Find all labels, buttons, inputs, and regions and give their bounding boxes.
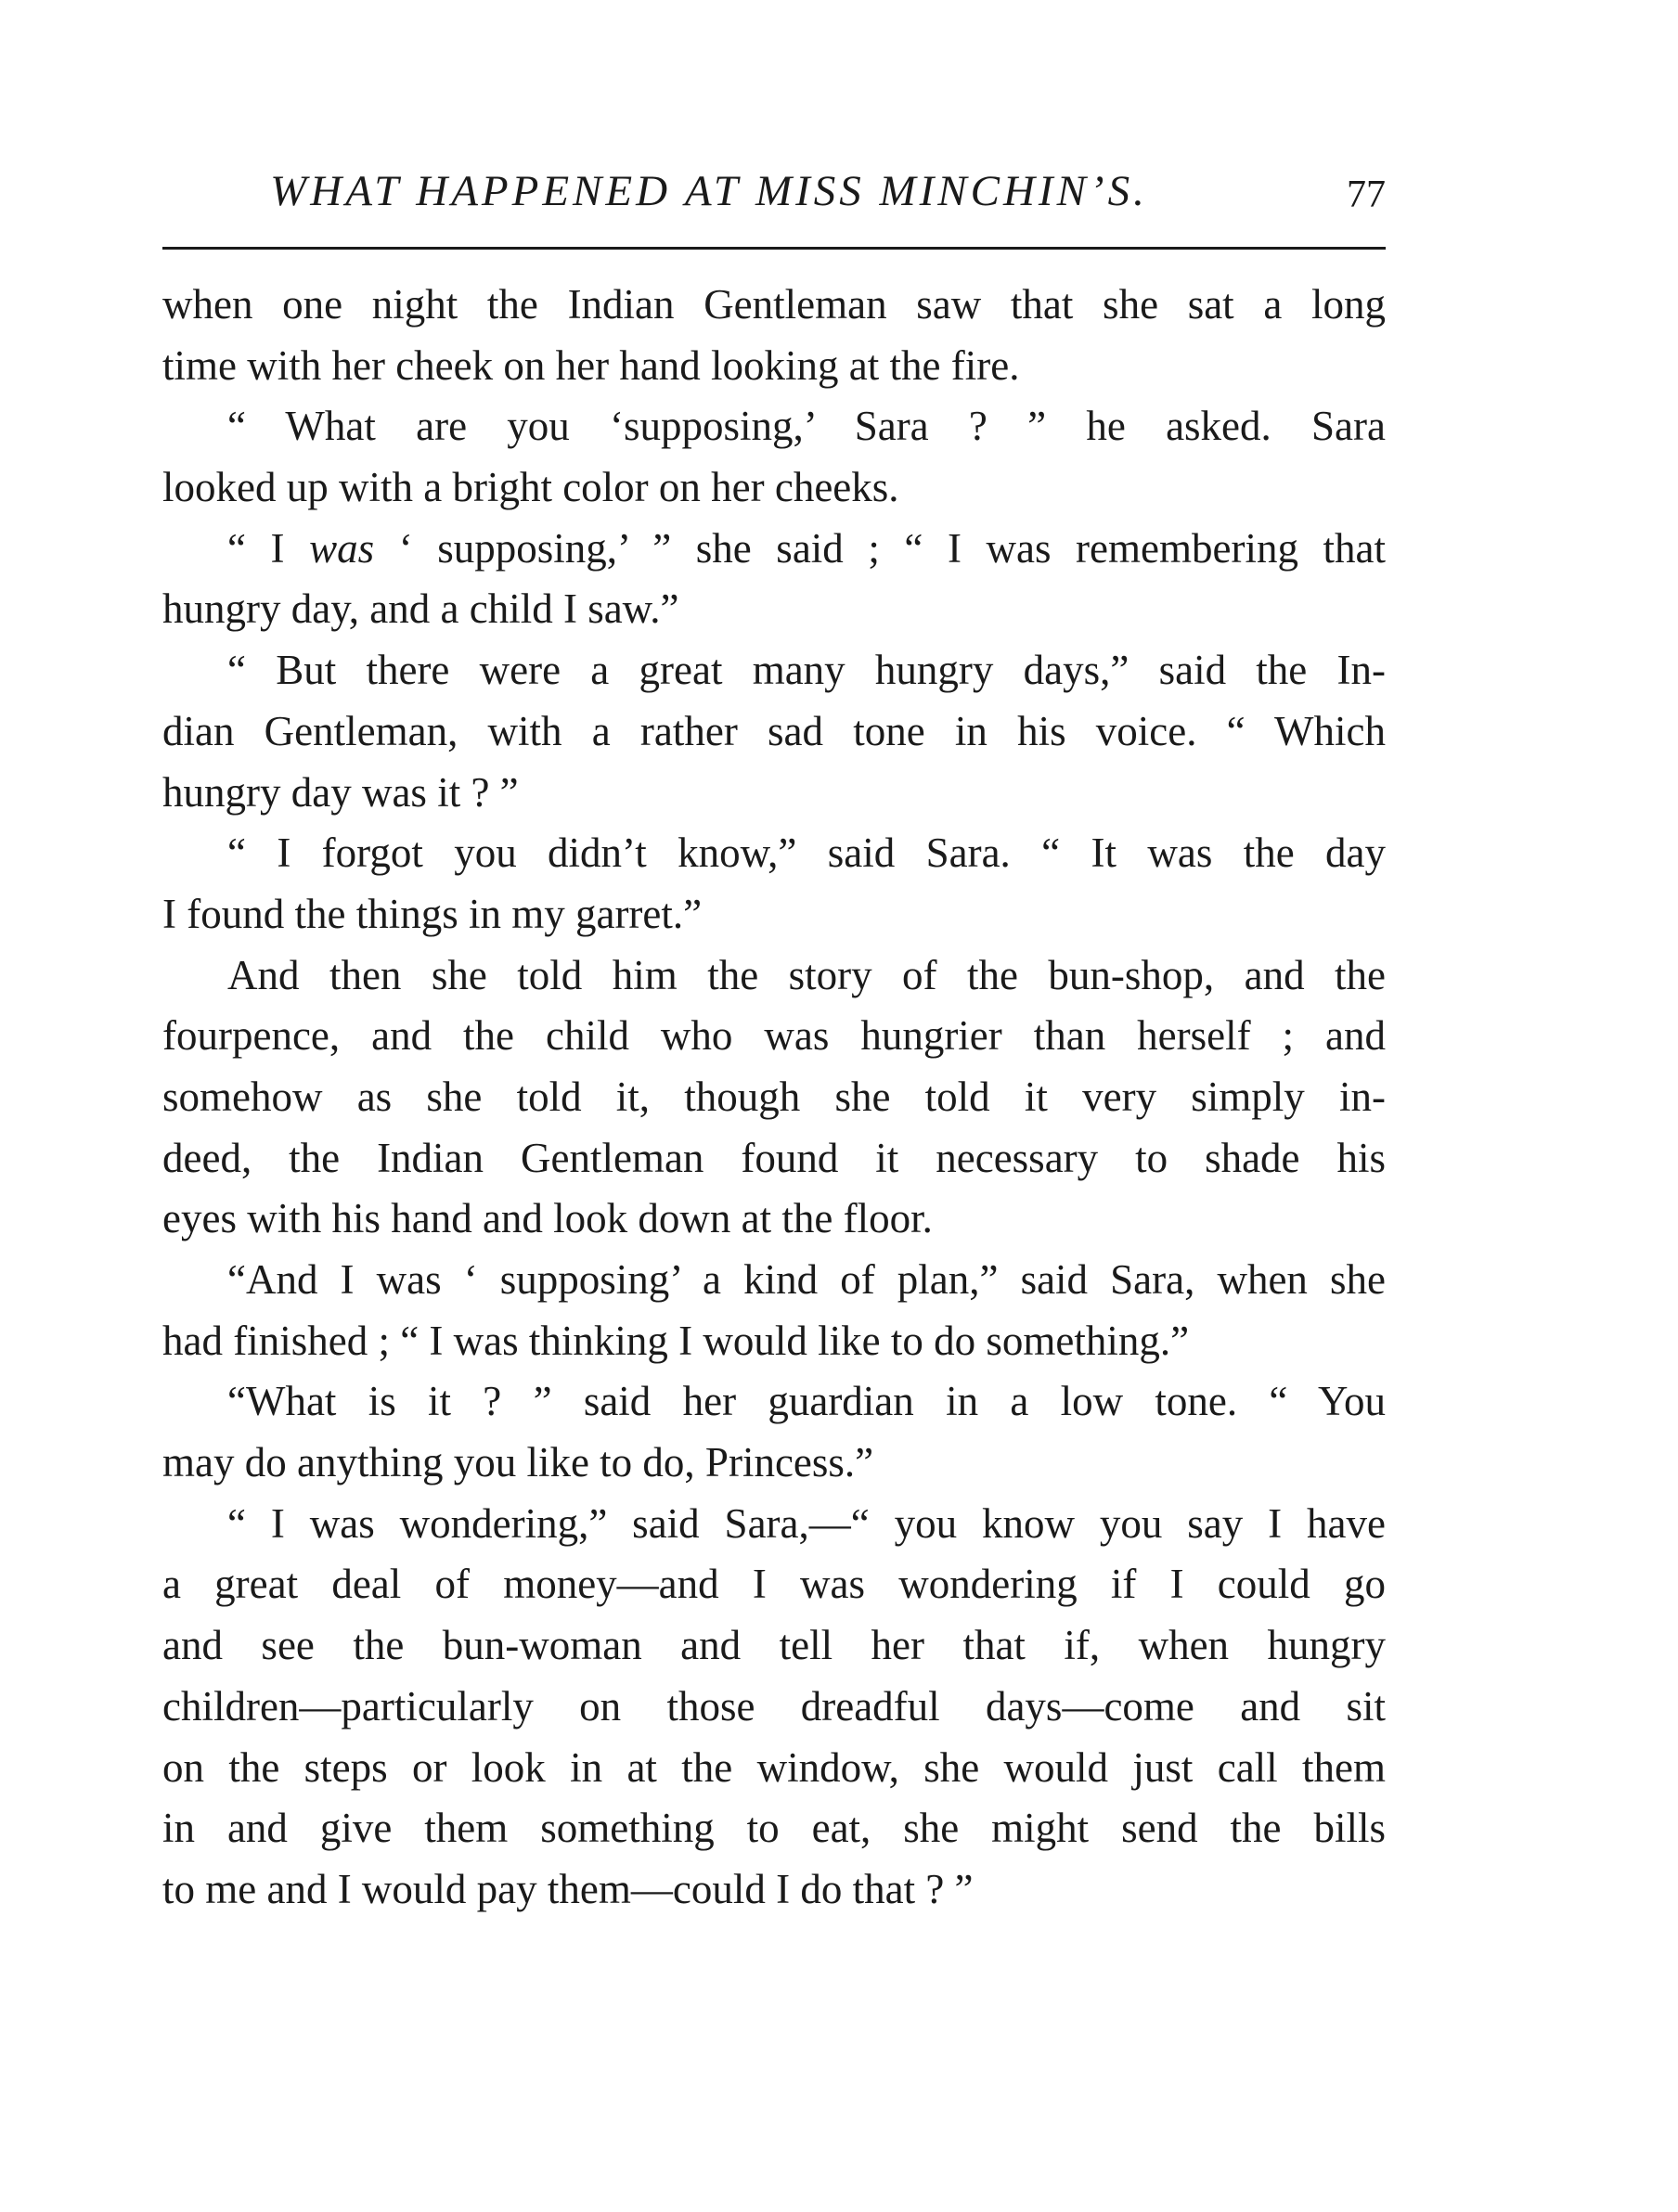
text-line: “ I was wondering,” said Sara,—“ you know you say I have (227, 1499, 1386, 1547)
text-line: hungry day was it ? ” (162, 768, 519, 816)
text-line: “And I was ‘ supposing’ a kind of plan,” said Sara, when she (227, 1256, 1386, 1303)
text-line: in and give them something to eat, she might send the bills (162, 1805, 1386, 1852)
text-line: “ What are you ‘supposing,’ Sara ? ” he asked. Sara (227, 403, 1386, 450)
text-line: time with her cheek on her hand looking at the fire. (162, 341, 1020, 389)
text-line: I found the things in my garret.” (162, 890, 703, 937)
text-line: may do anything you like to do, Princess.” (162, 1439, 874, 1486)
text-line: eyes with his hand and look down at the floor. (162, 1195, 933, 1242)
text-line: and see the bun-woman and tell her that if, when hungry (162, 1622, 1386, 1669)
running-title: WHAT HAPPENED AT MISS MINCHIN’S. (270, 167, 1148, 215)
text-line: had finished ; “ I was thinking I would like to do something.” (162, 1317, 1190, 1364)
text-line: “What is it ? ” said her guardian in a low tone. “ You (227, 1378, 1386, 1425)
body-text (162, 275, 1386, 1921)
header-rule (162, 247, 1386, 250)
text-line: to me and I would pay them—could I do that ? ” (162, 1865, 974, 1912)
text-line: “ But there were a great many hungry days,” said the In- (227, 647, 1386, 694)
text-line: looked up with a bright color on her cheeks. (162, 464, 899, 511)
text-line: when one night the Indian Gentleman saw that she sat a long (162, 281, 1386, 328)
text-line: hungry day, and a child I saw.” (162, 585, 679, 633)
text-line: children—particularly on those dreadful days—come and sit (162, 1682, 1386, 1730)
text-line: “ I was ‘ supposing,’ ” she said ; “ I was remembering that (227, 524, 1386, 572)
text-line: somehow as she told it, though she told it very simply in- (162, 1073, 1386, 1120)
page-number: 77 (1347, 174, 1386, 216)
text-line: fourpence, and the child who was hungrier than herself ; and (162, 1012, 1386, 1060)
text-line: dian Gentleman, with a rather sad tone in his voice. “ Which (162, 707, 1386, 754)
emphasis: was (309, 524, 375, 572)
text-line: a great deal of money—and I was wondering if I could go (162, 1561, 1386, 1608)
text-line: “ I forgot you didn’t know,” said Sara. “ It was the day (227, 830, 1386, 877)
running-head (162, 154, 1386, 228)
text-line: And then she told him the story of the bun-shop, and the (227, 951, 1386, 998)
text-line: on the steps or look in at the window, she would just call them (162, 1743, 1386, 1791)
text-line: deed, the Indian Gentleman found it necessary to shade his (162, 1134, 1386, 1181)
